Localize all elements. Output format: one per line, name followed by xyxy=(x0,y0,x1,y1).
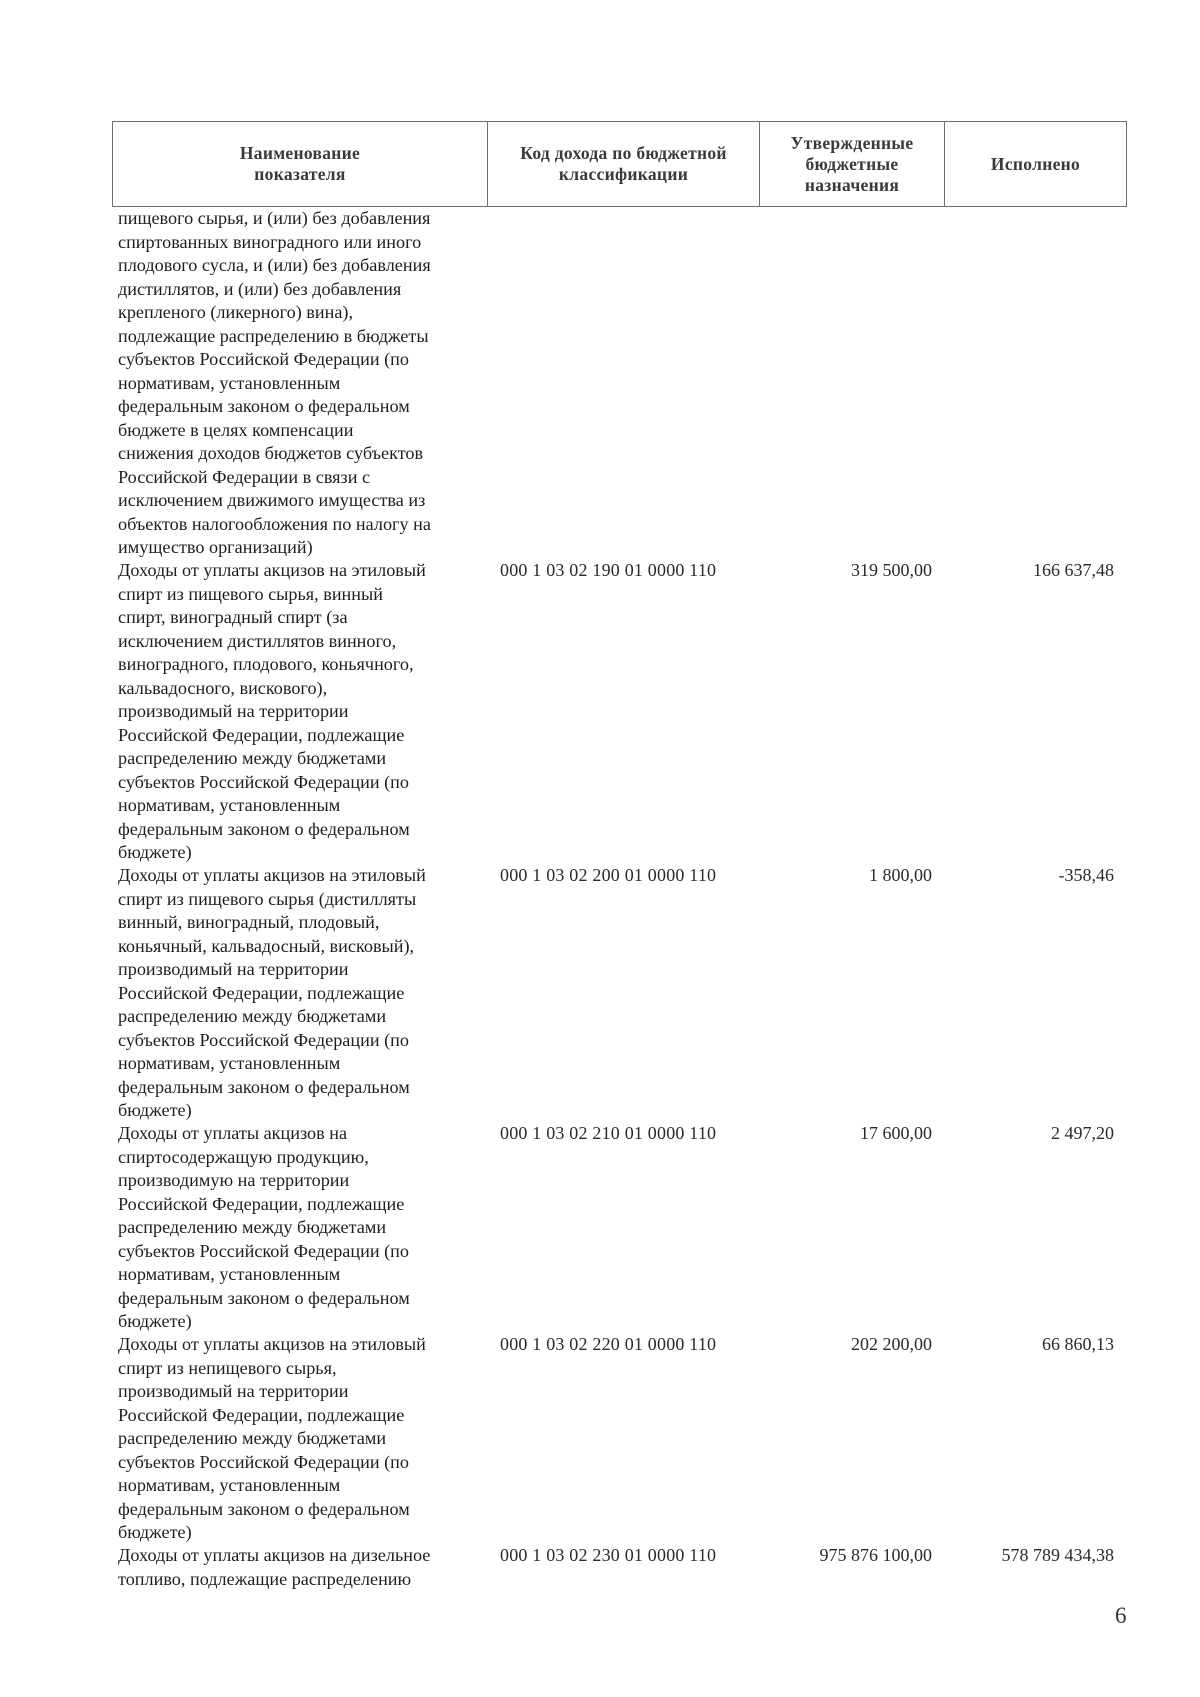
row-approved: 17 600,00 xyxy=(860,1123,932,1143)
row-executed: 2 497,20 xyxy=(1051,1123,1114,1143)
row-code: 000 1 03 02 210 01 0000 110 xyxy=(500,1123,717,1143)
row-executed: -358,46 xyxy=(1058,865,1114,885)
row-name: Доходы от уплаты акцизов на этиловый спирт из пищевого сырья (дистилляты винный, виноградный, плодовый, коньячный, кальвадосный, висковый), производимый на территории Российской Федерации, подлежащие распределению между бюджетами субъектов Российской Федерации (по нормативам, установленным федеральным законом о федеральном бюджете) xyxy=(118,865,426,1120)
row-code: 000 1 03 02 220 01 0000 110 xyxy=(500,1334,717,1354)
row-executed: 66 860,13 xyxy=(1042,1334,1114,1354)
row-code: 000 1 03 02 190 01 0000 110 xyxy=(500,560,717,580)
row-approved: 319 500,00 xyxy=(851,560,932,580)
header-approved: Утвержденные бюджетные назначения xyxy=(760,122,945,206)
page-number: 6 xyxy=(1115,1603,1127,1628)
row-approved: 202 200,00 xyxy=(851,1334,932,1354)
row-name: Доходы от уплаты акцизов на этиловый спирт из пищевого сырья, винный спирт, виноградный спирт (за исключением дистиллятов винного, виноградного, плодового, коньячного, кальвадосного, вискового), производимый на территории Российской Федерации, подлежащие распределению между бюджетами субъектов Российской Федерации (по нормативам, установленным федеральным законом о федеральном бюджете) xyxy=(118,560,426,862)
row-name: Доходы от уплаты акцизов на дизельное топливо, подлежащие распределению xyxy=(118,1545,431,1589)
row-name: пищевого сырья, и (или) без добавления спиртованных виноградного или иного плодового сусла, и (или) без добавления дистиллятов, и (или) без добавления крепленого (ликерного) вина), подлежащие распределению в бюджеты субъектов Российской Федерации (по нормативам, установленным федеральным законом о федеральном бюджете в целях компенсации снижения доходов бюджетов субъектов Российской Федерации в связи с исключением движимого имущества из объектов налогообложения по налогу на имущество организаций) xyxy=(118,208,431,557)
row-approved: 975 876 100,00 xyxy=(819,1545,932,1565)
header-code: Код дохода по бюджетной классификации xyxy=(488,122,760,206)
row-executed: 166 637,48 xyxy=(1033,560,1114,580)
row-code: 000 1 03 02 230 01 0000 110 xyxy=(500,1545,717,1565)
row-name: Доходы от уплаты акцизов на этиловый спирт из непищевого сырья, производимый на территории Российской Федерации, подлежащие распределению между бюджетами субъектов Российской Федерации (по нормативам, установленным федеральным законом о федеральном бюджете) xyxy=(118,1334,426,1542)
row-code: 000 1 03 02 200 01 0000 110 xyxy=(500,865,717,885)
header-name: Наименование показателя xyxy=(113,122,488,206)
header-executed: Исполнено xyxy=(990,153,1081,174)
row-name: Доходы от уплаты акцизов на спиртосодержащую продукцию, производимую на территории Российской Федерации, подлежащие распределению между бюджетами субъектов Российской Федерации (по нормативам, установленным федеральным законом о федеральном бюджете) xyxy=(118,1123,410,1331)
row-approved: 1 800,00 xyxy=(869,865,932,885)
table-header xyxy=(112,121,1127,207)
row-executed: 578 789 434,38 xyxy=(1001,1545,1114,1565)
